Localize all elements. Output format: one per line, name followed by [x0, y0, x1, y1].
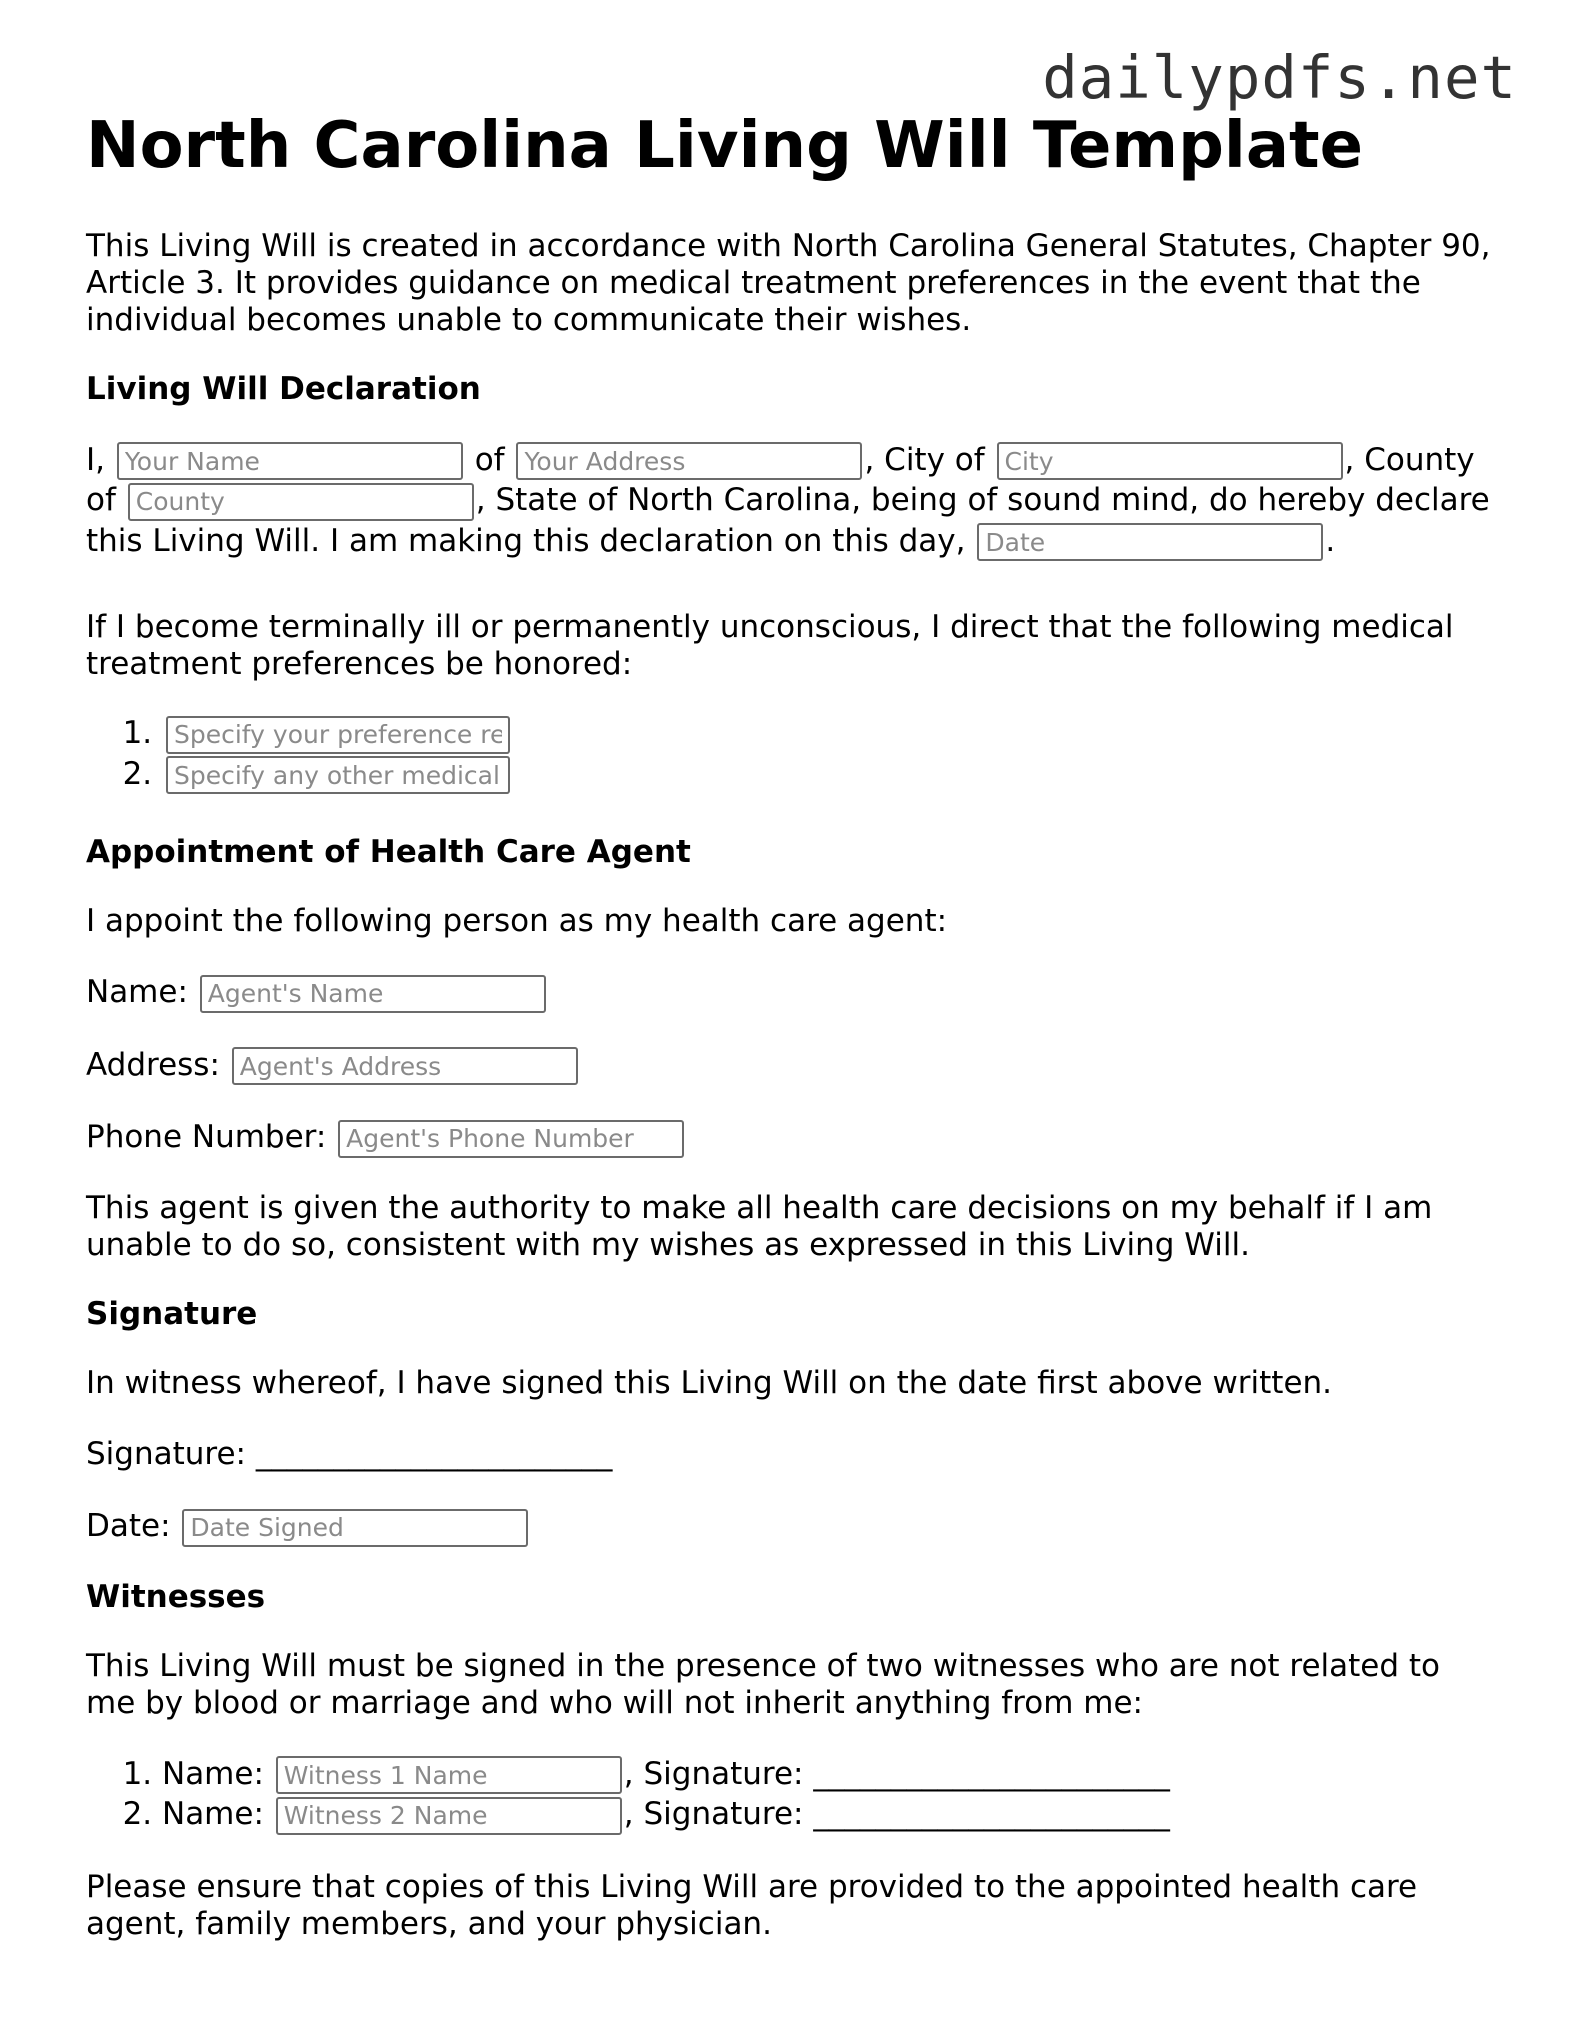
signature-heading: Signature [86, 1295, 258, 1332]
declaration-heading: Living Will Declaration [86, 370, 481, 407]
witness-1-signature-label: , Signature: [623, 1755, 804, 1792]
signature-date-row [86, 1506, 1496, 1547]
witness-1-signature-line[interactable]: _______________________ [813, 1755, 1170, 1792]
witnesses-intro: This Living Will must be signed in the presence of two witnesses who are not related to me by blood or marriage and who will not inherit anything from me: [86, 1647, 1441, 1721]
witnesses-heading: Witnesses [86, 1578, 266, 1615]
intro-paragraph: This Living Will is created in accordance with North Carolina General Statutes, Chapter 90, Article 3. It provides guidance on medical treatment preferences in the event that the individual becomes unable to communicate their wishes. [86, 227, 1491, 338]
watermark: dailypdfs.net [1042, 43, 1517, 112]
declaration-text-5: , State of North Carolina, being of sound mind, do hereby declare this Living Will. I am making this declaration on this day, [86, 482, 1490, 559]
agent-address-input[interactable] [232, 1047, 578, 1085]
witness-2-signature-line[interactable]: _______________________ [813, 1796, 1170, 1833]
agent-heading: Appointment of Health Care Agent [86, 834, 691, 871]
agent-address-label: Address: [86, 1046, 220, 1083]
agent-intro: I appoint the following person as my health care agent: [86, 903, 948, 940]
agent-address-row [86, 1045, 1496, 1086]
closing-paragraph: Please ensure that copies of this Living Will are provided to the appointed health care agent, family members, and your physician. [86, 1868, 1418, 1942]
agent-authority-paragraph: This agent is given the authority to make all health care decisions on my behalf if I am unable to do so, consistent with my wishes as expressed in this Living Will. [86, 1189, 1433, 1263]
declaration-text-1: I, [86, 441, 105, 478]
signature-date-label: Date: [86, 1508, 171, 1545]
preferences-list [86, 713, 1496, 794]
preference-1-input[interactable] [166, 716, 510, 754]
your-address-input[interactable] [516, 442, 862, 480]
agent-phone-row [86, 1117, 1496, 1158]
treatment-paragraph: If I become terminally ill or permanently unconscious, I direct that the following medical treatment preferences be honored: [86, 609, 1454, 683]
city-input[interactable] [997, 442, 1343, 480]
list-item [162, 1754, 1496, 1795]
agent-name-input[interactable] [200, 975, 546, 1013]
witness-2-signature-label: , Signature: [623, 1796, 804, 1833]
declaration-paragraph [86, 440, 1496, 562]
list-item [162, 1794, 1496, 1835]
document [86, 110, 1496, 1975]
declaration-text-3: , City of [864, 441, 985, 478]
declaration-text-6: . [1325, 522, 1336, 559]
signature-line[interactable]: _______________________ [255, 1436, 613, 1473]
witness-1-name-input[interactable] [276, 1756, 622, 1794]
declaration-date-input[interactable] [977, 523, 1323, 561]
witnesses-list [86, 1754, 1496, 1835]
signature-label: Signature: [86, 1436, 246, 1473]
agent-phone-label: Phone Number: [86, 1119, 327, 1156]
agent-name-row [86, 972, 1496, 1013]
witness-2-name-input[interactable] [276, 1797, 622, 1835]
list-item [162, 754, 1496, 795]
signature-intro: In witness whereof, I have signed this Living Will on the date first above written. [86, 1365, 1333, 1402]
page-title: North Carolina Living Will Template [86, 109, 1364, 183]
your-name-input[interactable] [117, 442, 463, 480]
date-signed-input[interactable] [182, 1509, 528, 1547]
agent-phone-input[interactable] [338, 1120, 684, 1158]
witness-1-name-label: Name: [162, 1755, 264, 1792]
signature-row [86, 1434, 1496, 1474]
witness-2-name-label: Name: [162, 1796, 264, 1833]
declaration-text-4: , County of [86, 441, 1475, 519]
agent-name-label: Name: [86, 974, 188, 1011]
declaration-text-2: of [474, 441, 505, 478]
preference-2-input[interactable] [166, 756, 510, 794]
list-item [162, 713, 1496, 754]
county-input[interactable] [128, 483, 474, 521]
